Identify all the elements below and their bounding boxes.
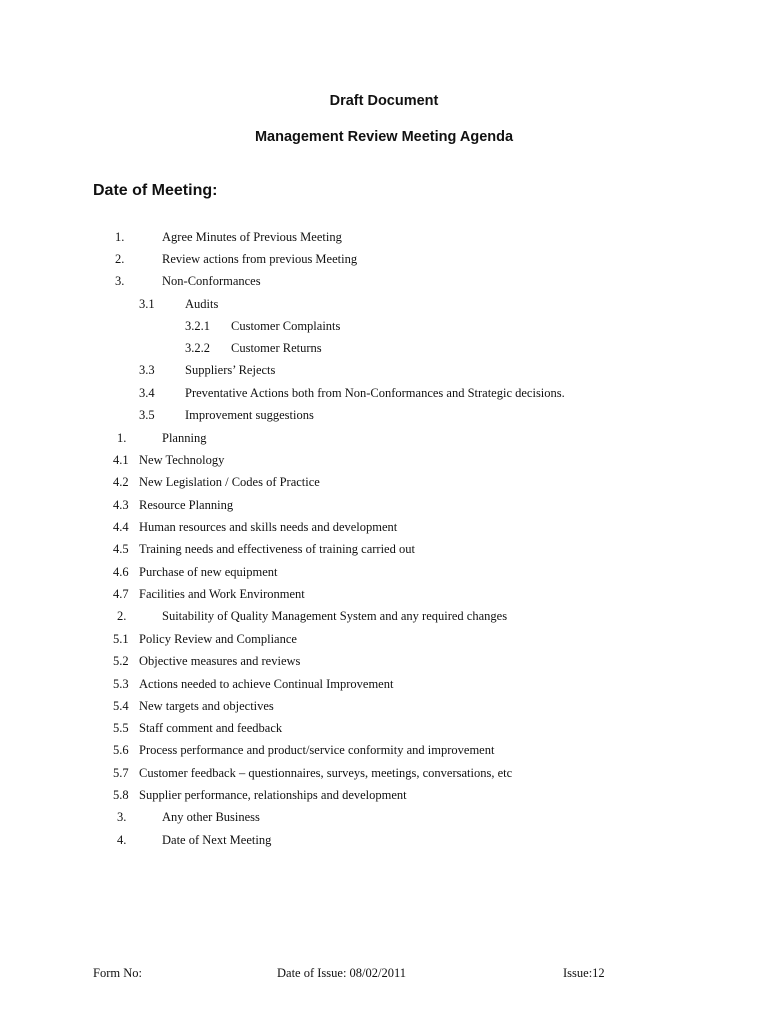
agenda-item-text: Customer feedback – questionnaires, surveys, meetings, conversations, etc [139,766,513,780]
agenda-item-text: Non-Conformances [162,274,261,288]
agenda-item-number: 2. [117,609,127,623]
agenda-item-text: Improvement suggestions [185,408,314,422]
agenda-item-number: 4.2 [113,475,129,489]
agenda-item-number: 3.3 [139,363,155,377]
agenda-item-number: 5.4 [113,699,129,713]
agenda-item-text: Suppliers’ Rejects [185,363,276,377]
agenda-item-text: Customer Returns [231,341,322,355]
footer-date-of-issue: Date of Issue: 08/02/2011 [277,966,407,980]
agenda-item-text: Suitability of Quality Management System and any required changes [162,609,508,623]
agenda-item-number: 5.3 [113,677,129,691]
agenda-item-number: 5.7 [113,766,129,780]
agenda-item-number: 5.5 [113,721,129,735]
agenda-item-number: 3.4 [139,386,155,400]
agenda-item-number: 3.1 [139,297,155,311]
agenda-item-number: 3.2.1 [185,319,210,333]
agenda-item-text: Planning [162,431,207,445]
agenda-item-number: 3.2.2 [185,341,210,355]
agenda-item-text: Process performance and product/service conformity and improvement [139,743,495,757]
agenda-item-number: 4.3 [113,498,129,512]
agenda-item-text: Review actions from previous Meeting [162,252,358,266]
agenda-item-number: 4.7 [113,587,129,601]
agenda-item-text: Resource Planning [139,498,234,512]
agenda-item-number: 3.5 [139,408,155,422]
footer-issue-number: Issue:12 [563,966,605,980]
agenda-item-number: 4.5 [113,542,129,556]
agenda-item-number: 3. [117,810,127,824]
agenda-item-text: Agree Minutes of Previous Meeting [162,230,342,244]
agenda-item-number: 4. [117,833,127,847]
agenda-item-text: Training needs and effectiveness of training carried out [139,542,415,556]
agenda-item-number: 4.4 [113,520,129,534]
agenda-item-text: Preventative Actions both from Non-Conformances and Strategic decisions. [185,386,565,400]
agenda-item-text: Objective measures and reviews [139,654,301,668]
agenda-item-text: Actions needed to achieve Continual Improvement [139,677,394,691]
agenda-item-text: Staff comment and feedback [139,721,283,735]
agenda-item-number: 4.1 [113,453,129,467]
agenda-item-number: 5.8 [113,788,129,802]
agenda-item-number: 1. [115,230,125,244]
agenda-item-text: Purchase of new equipment [139,565,278,579]
agenda-item-text: Policy Review and Compliance [139,632,297,646]
agenda-item-number: 5.1 [113,632,129,646]
agenda-item-number: 1. [117,431,127,445]
footer-form-number: Form No: [93,966,142,980]
document-title: Draft Document [329,93,439,109]
agenda-item-number: 4.6 [113,565,129,579]
agenda-item-text: New Legislation / Codes of Practice [139,475,320,489]
agenda-item-text: Customer Complaints [231,319,341,333]
agenda-item-text: Any other Business [162,810,260,824]
agenda-item-number: 2. [115,252,125,266]
agenda-item-text: New targets and objectives [139,699,274,713]
agenda-item-text: New Technology [139,453,225,467]
agenda-item-number: 3. [115,274,125,288]
agenda-item-text: Facilities and Work Environment [139,587,305,601]
agenda-item-text: Date of Next Meeting [162,833,272,847]
agenda-item-text: Supplier performance, relationships and development [139,788,407,802]
agenda-item-text: Audits [185,297,219,311]
date-of-meeting-heading: Date of Meeting: [93,182,218,199]
document-subtitle: Management Review Meeting Agenda [254,129,514,145]
agenda-item-number: 5.6 [113,743,129,757]
agenda-item-text: Human resources and skills needs and development [139,520,398,534]
agenda-item-number: 5.2 [113,654,129,668]
